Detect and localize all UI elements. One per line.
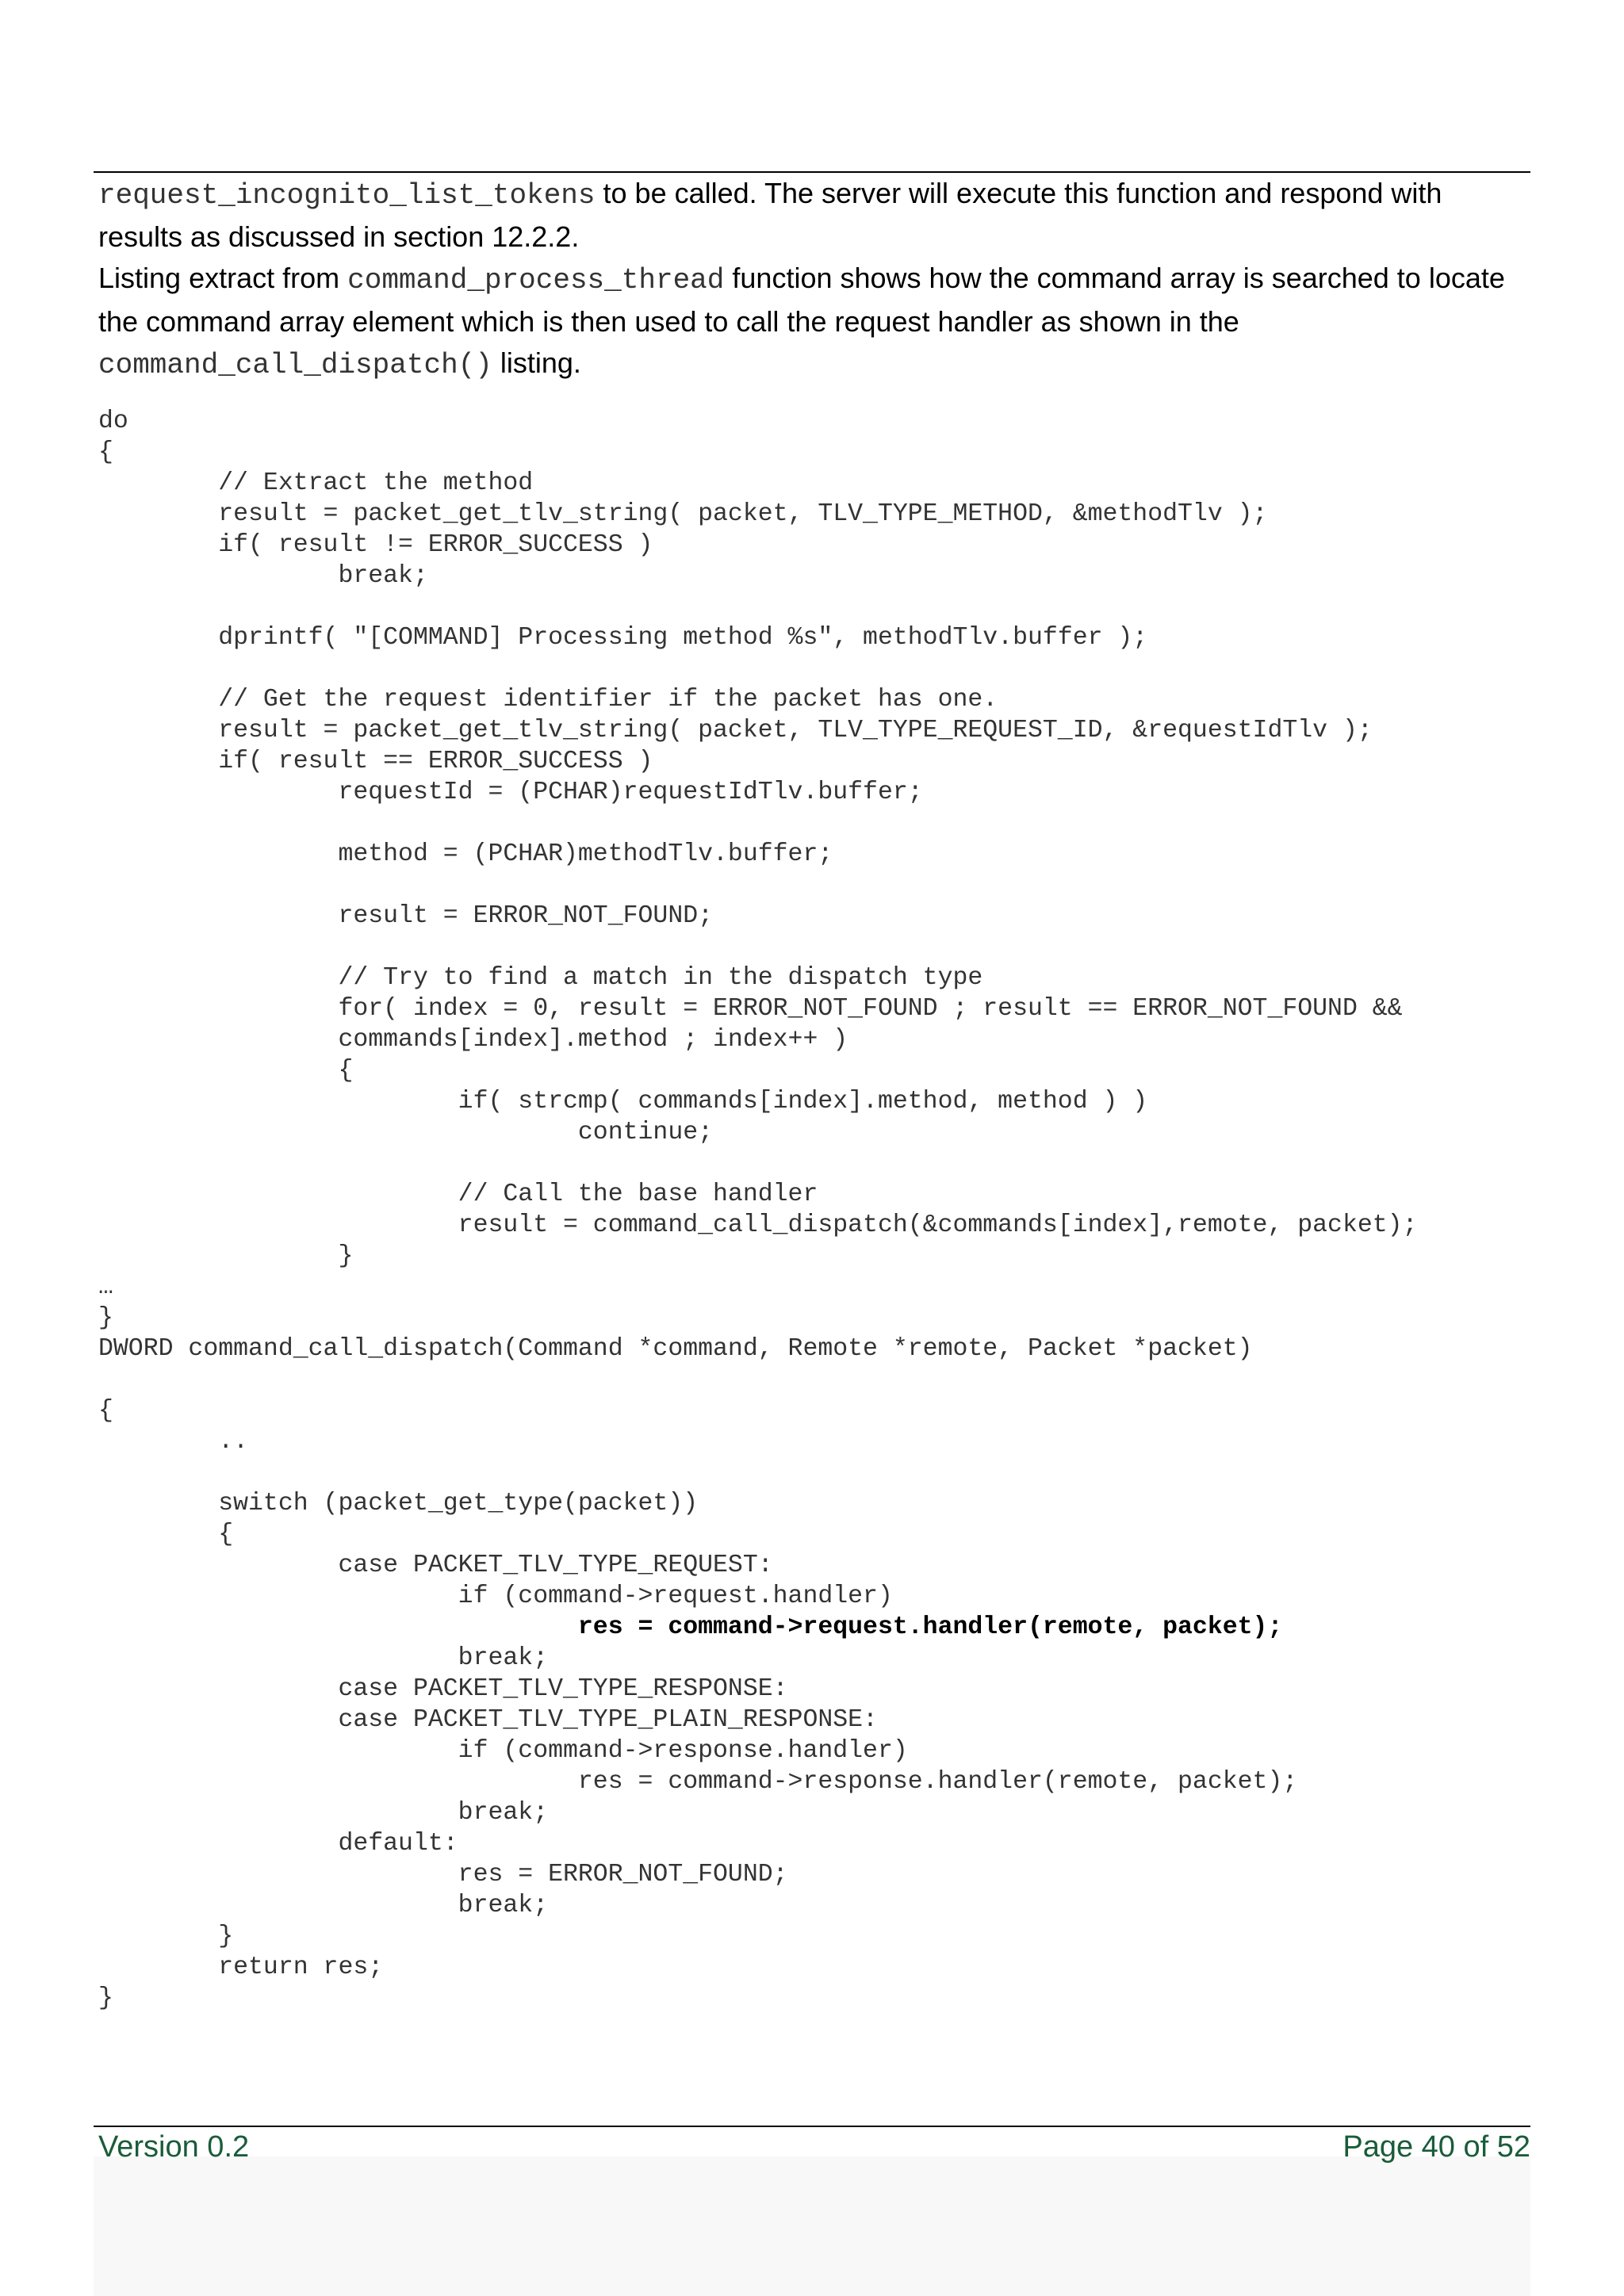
code-line: break; — [98, 1644, 549, 1672]
code-line: } — [98, 1984, 113, 2012]
code-line: dprintf( "[COMMAND] Processing method %s", methodTlv.buffer ); — [98, 624, 1148, 652]
bottom-margin-band — [94, 2156, 1530, 2296]
code-line: res = command->request.handler(remote, packet); — [98, 1613, 1283, 1641]
code-line: default: — [98, 1830, 458, 1858]
paragraph-1-text: to be called. The server will execute this function and respond with results as discussed in section 12.2.2. — [98, 177, 1442, 253]
code-line — [98, 932, 1534, 962]
code-line: break; — [98, 1892, 549, 1919]
code-line: case PACKET_TLV_TYPE_REQUEST: — [98, 1552, 773, 1579]
code-line: continue; — [98, 1119, 714, 1146]
code-line: DWORD command_call_dispatch(Command *command, Remote *remote, Packet *packet) — [98, 1335, 1253, 1363]
body-text — [98, 173, 1526, 386]
paragraph-2 — [98, 258, 1526, 386]
code-line: // Extract the method — [98, 469, 534, 497]
code-line — [98, 808, 1534, 839]
code-line: break; — [98, 562, 428, 590]
code-line: } — [98, 1923, 234, 1950]
footer-version: Version 0.2 — [98, 2130, 250, 2164]
code-line: // Try to find a match in the dispatch type — [98, 964, 983, 992]
code-line: if( result == ERROR_SUCCESS ) — [98, 748, 653, 775]
code-line: { — [98, 1057, 354, 1085]
code-line: if( strcmp( commands[index].method, method ) ) — [98, 1088, 1148, 1115]
footer-page-number: Page 40 of 52 — [1342, 2130, 1530, 2164]
code-line — [98, 1364, 1534, 1395]
code-line: } — [98, 1242, 354, 1270]
code-line: method = (PCHAR)methodTlv.buffer; — [98, 840, 833, 868]
code-line: break; — [98, 1799, 549, 1827]
paragraph-2-lead: Listing extract from — [98, 262, 348, 294]
code-line: for( index = 0, result = ERROR_NOT_FOUND ; result == ERROR_NOT_FOUND && — [98, 995, 1403, 1023]
paragraph-2-text: function shows how the command array is searched to locate the command array element which is then used to call the request handler as shown in the — [98, 262, 1505, 338]
code-listing — [98, 406, 1534, 2014]
code-line: res = ERROR_NOT_FOUND; — [98, 1861, 788, 1888]
code-line: result = ERROR_NOT_FOUND; — [98, 902, 714, 930]
inline-code-thread-function: command_process_thread — [347, 264, 725, 297]
code-line: if (command->response.handler) — [98, 1737, 908, 1765]
code-line — [98, 1148, 1534, 1179]
code-line: requestId = (PCHAR)requestIdTlv.buffer; — [98, 779, 923, 806]
code-line: switch (packet_get_type(packet)) — [98, 1490, 699, 1517]
code-line: case PACKET_TLV_TYPE_PLAIN_RESPONSE: — [98, 1706, 878, 1734]
code-line: result = packet_get_tlv_string( packet, TLV_TYPE_REQUEST_ID, &requestIdTlv ); — [98, 717, 1373, 744]
code-line: } — [98, 1304, 113, 1332]
code-line: { — [98, 1397, 113, 1425]
code-line: return res; — [98, 1954, 384, 1981]
code-line: case PACKET_TLV_TYPE_RESPONSE: — [98, 1675, 788, 1703]
code-line: if (command->request.handler) — [98, 1582, 893, 1610]
inline-code-dispatch-function: command_call_dispatch() — [98, 349, 492, 381]
code-line — [98, 653, 1534, 684]
paragraph-1 — [98, 173, 1526, 258]
code-line: result = command_call_dispatch(&commands[index],remote, packet); — [98, 1211, 1418, 1239]
code-line: { — [98, 438, 113, 466]
code-line: commands[index].method ; index++ ) — [98, 1026, 848, 1054]
code-line — [98, 870, 1534, 901]
footer-rule — [94, 2126, 1530, 2127]
code-line: if( result != ERROR_SUCCESS ) — [98, 531, 653, 559]
code-line: do — [98, 408, 128, 435]
code-line: { — [98, 1521, 234, 1548]
inline-code-function-name: request_incognito_list_tokens — [98, 179, 596, 212]
paragraph-2-tail: listing. — [492, 346, 581, 379]
code-line: // Call the base handler — [98, 1181, 818, 1208]
code-line: result = packet_get_tlv_string( packet, TLV_TYPE_METHOD, &methodTlv ); — [98, 500, 1268, 528]
code-line: res = command->response.handler(remote, packet); — [98, 1768, 1298, 1796]
code-line — [98, 1457, 1534, 1488]
code-line: // Get the request identifier if the packet has one. — [98, 686, 998, 714]
code-line — [98, 591, 1534, 622]
code-line: .. — [98, 1428, 249, 1456]
code-line: … — [98, 1273, 113, 1301]
